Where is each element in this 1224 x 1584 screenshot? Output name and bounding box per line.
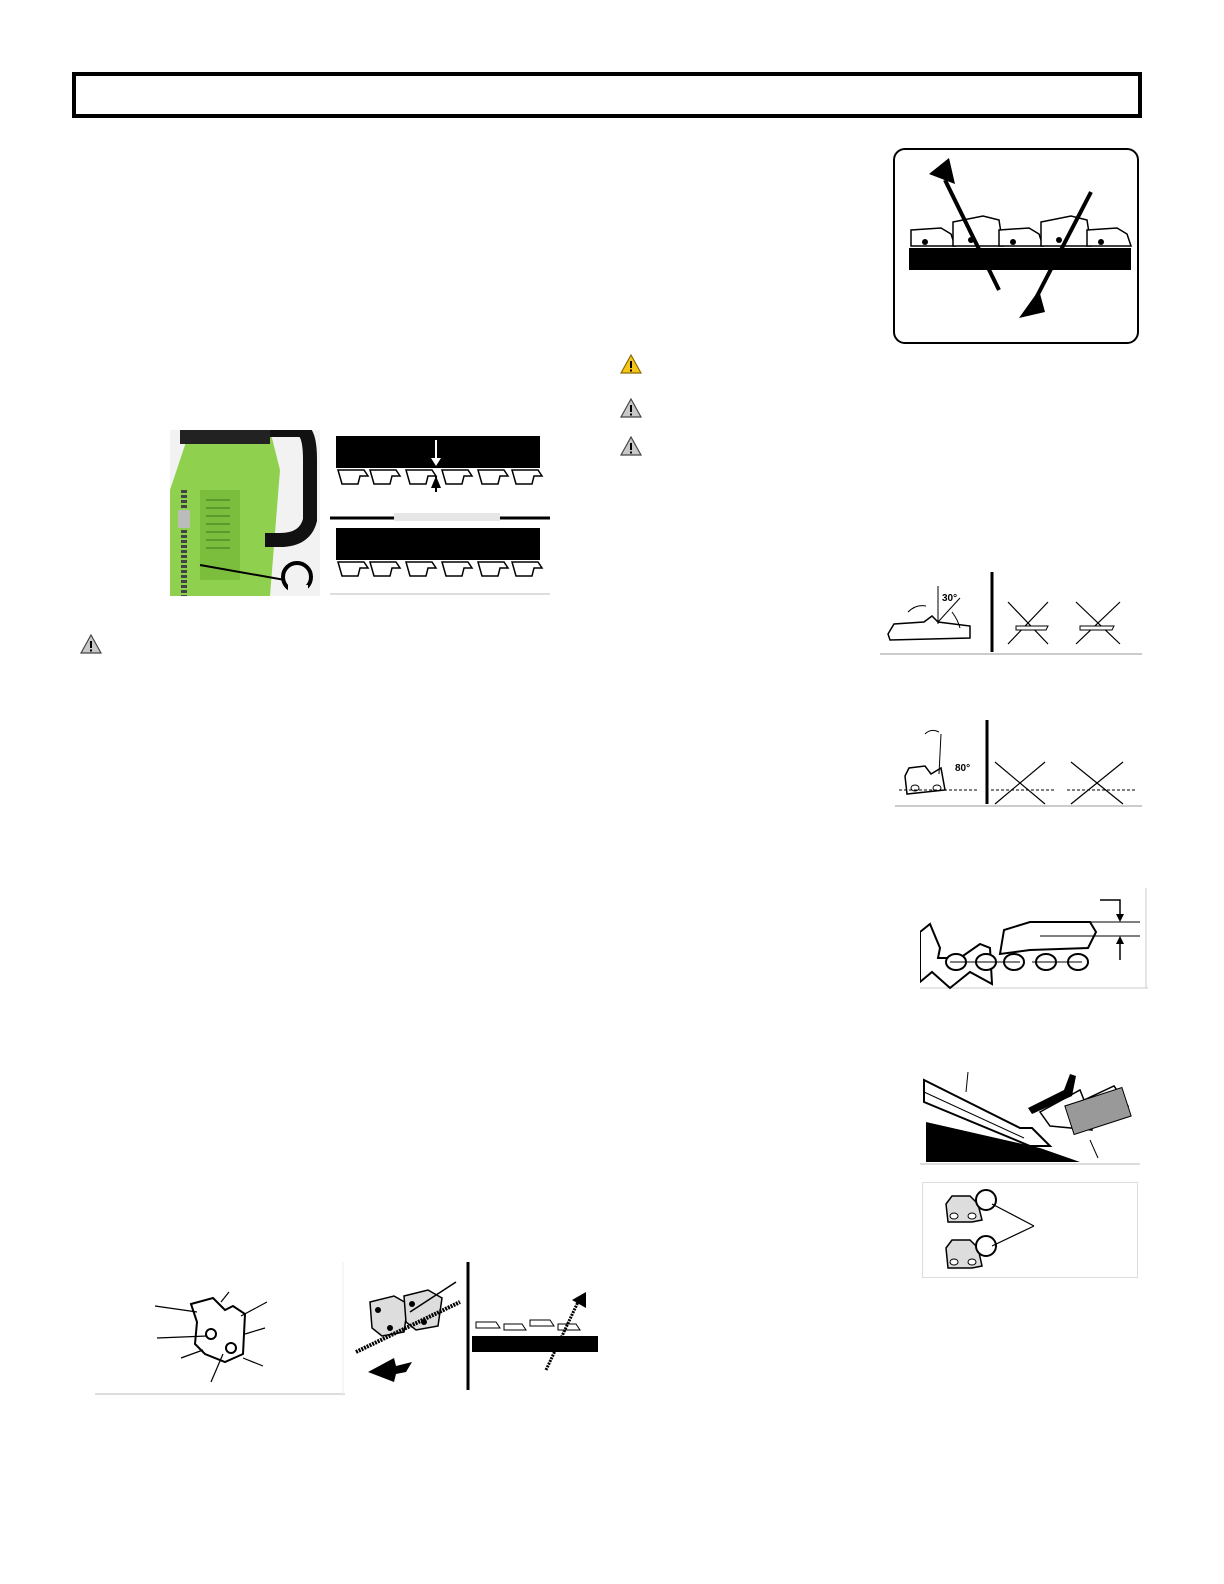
- filing-direction-diagram: [893, 148, 1139, 344]
- warning-triangle-gray-icon: [620, 436, 642, 456]
- warning-triangle-gray-icon: [620, 398, 642, 418]
- chain-tension-diagram: [330, 432, 550, 596]
- depth-gauge-rounding-diagram: [922, 1182, 1138, 1278]
- filing-angle-top-diagram: [880, 572, 1142, 656]
- depth-gauge-diagram: [920, 888, 1148, 990]
- filing-angle-side-diagram: [895, 720, 1142, 808]
- chainsaw-tension-photo: [170, 430, 320, 596]
- warning-triangle-yellow-icon: [620, 354, 642, 374]
- page-header-box: [72, 72, 1142, 118]
- angle-label-80: 80°: [955, 763, 971, 774]
- cutter-anatomy-diagram: [95, 1262, 345, 1396]
- depth-gauge-filing-diagram: [920, 1062, 1140, 1166]
- warning-triangle-gray-icon: [80, 634, 102, 654]
- file-position-diagram: [350, 1262, 602, 1396]
- angle-label-30: 30°: [942, 593, 958, 604]
